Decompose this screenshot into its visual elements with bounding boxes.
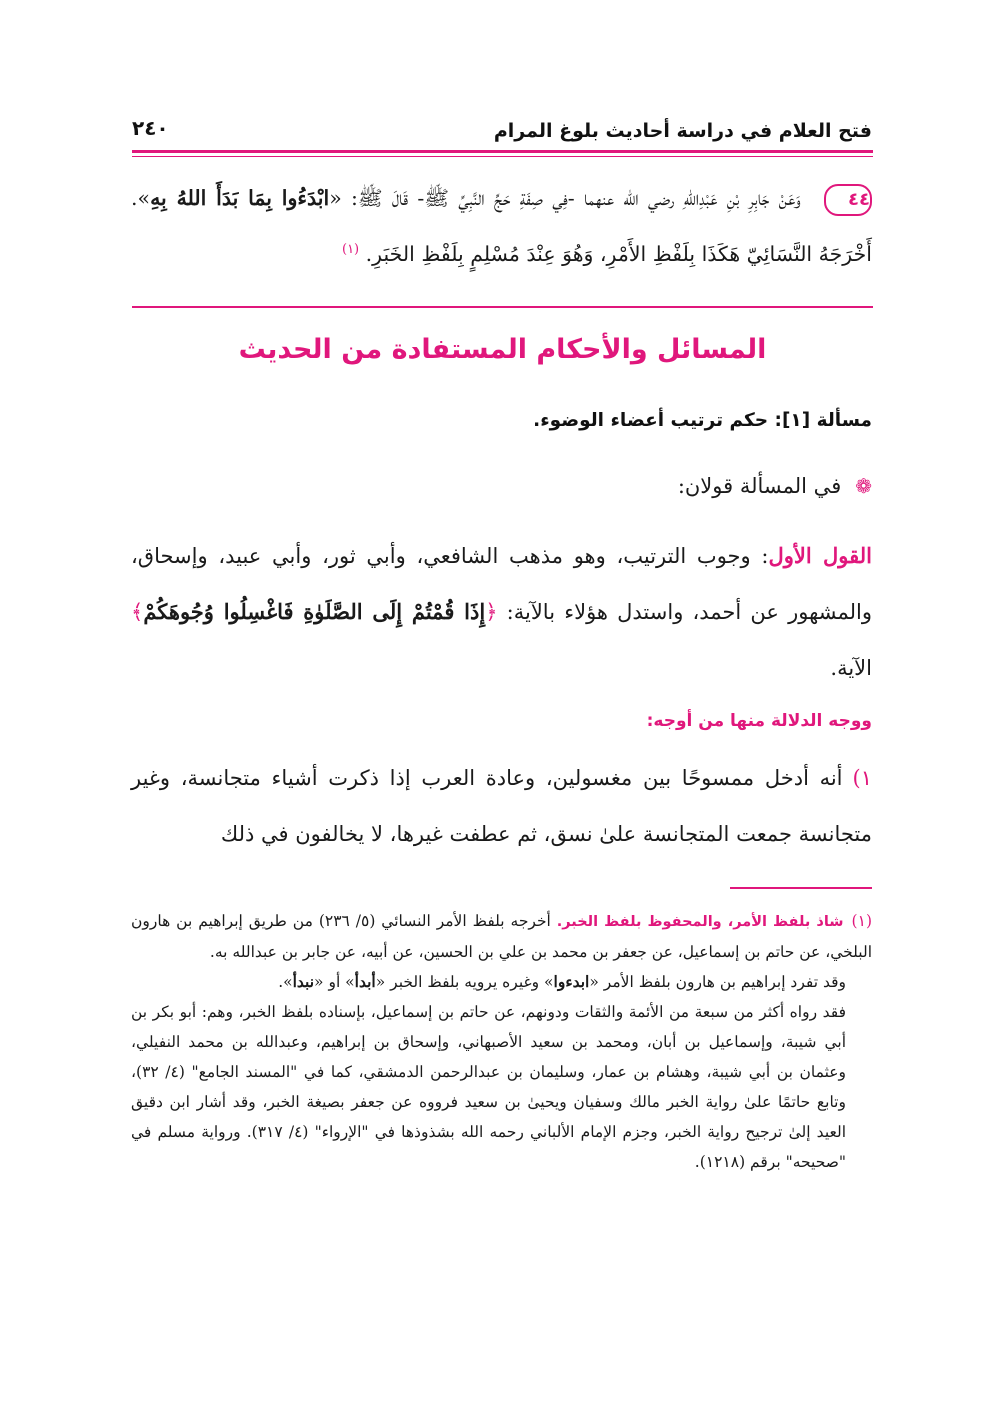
fn-bold-word: ابدءوا [553, 972, 590, 991]
footnotes [131, 906, 872, 1177]
page-number: ٢٤٠ [132, 116, 169, 140]
hadith-text-part2: ». أَخْرَجَهُ النَّسَائِيّ هَكَذَا بِلَفْظِ الأَمْرِ، وَهُوَ عِنْدَ مُسْلِمٍ بِلَفْظِ الخَبَرِ. [131, 186, 872, 266]
header-rule-thin [132, 156, 873, 157]
point-1-paragraph [131, 750, 872, 862]
evidence-subtitle: ووجه الدلالة منها من أوجه: [646, 711, 872, 731]
header-rule-thick [132, 150, 873, 153]
fn-bold-word: أبدأ [354, 972, 376, 991]
fn-bold-word: نبدأ [292, 972, 315, 991]
quran-verse: إِذَا قُمْتُمْ إِلَى الصَّلَوٰةِ فَاغْسِلُوا وُجُوهَكُمْ [143, 599, 486, 624]
footnote-1-heading: شاذ بلفظ الأمر، والمحفوظ بلفظ الخبر. [556, 914, 844, 930]
intro-line [131, 466, 872, 506]
fn-text-segment: » وغيره يرويه بلفظ الخبر « [375, 973, 554, 991]
flower-bullet-icon: ❁ [855, 474, 872, 498]
hadith-text [131, 172, 872, 280]
quran-bracket-close: ﴾ [131, 600, 144, 624]
footnote-1-text: أخرجه بلفظ الأمر النسائي (٥/ ٢٣٦) من طريق إبراهيم بن هارون البلخي، عن حاتم بن إسماعيل، عن جعفر بن محمد بن علي بن الحسين، عن أبيه، عن جابر بن عبدالله به. [131, 912, 872, 961]
fn-text-segment: ». [278, 973, 293, 991]
fn-text-segment: » أو « [314, 973, 355, 991]
point-1-text: أنه أدخل ممسوحًا بين مغسولين، وعادة العرب إذا ذكرت أشياء متجانسة، وغير متجانسة جمعت المتجانسة علىٰ نسق، ثم عطفت غيرها، لا يخالفون في ذلك [131, 766, 872, 846]
first-opinion-after: الآية. [830, 656, 872, 680]
first-opinion-label: القول الأول [768, 543, 872, 568]
footnote-1-para-3: فقد رواه أكثر من سبعة من الأئمة والثقات ودونهم، عن حاتم بن إسماعيل، بإسناده بلفظ الخبر، وهم: أبو بكر بن أبي شيبة، وإسماعيل بن أبان، ومحمد بن سعيد الأصبهاني، وإسحاق بن إبراهيم، وعبدالله بن محمد النفيلي، وعثمان بن أبي شيبة، وهشام بن عمار، وسليمان بن عبدالرحمن الدمشقي، كما في "المسند الجامع" (٤/ ٣٢)، وتابع حاتمًا علىٰ رواية الخبر مالك وسفيان ويحيىٰ بن سعيد فرووه عن جعفر بصيغة الخبر، وقد أشار ابن دقيق العيد إلىٰ ترجيح رواية الخبر، وجزم الإمام الألباني رحمه الله بشذوذها في "الإرواء" (٤/ ٣١٧). ورواية مسلم في "صحيحه" برقم (١٢١٨). [131, 1003, 847, 1171]
hadith-number-badge: ٤٤ [824, 184, 872, 216]
hadith-text-part1: وَعَنْ جَابِرِ بْنِ عَبْدِاللهِ رضي الله عنهما -فِي صِفَةِ حَجِّ النَّبِيِّ ﷺ- قَالَ ﷺ: « [329, 186, 801, 210]
footnote-reference[interactable]: (١) [341, 242, 360, 257]
first-opinion-paragraph [131, 528, 872, 696]
point-1-number: ١) [852, 766, 872, 790]
intro-text: في المسألة قولان: [677, 474, 842, 498]
hadith-prophetic-words: ابْدَءُوا بِمَا بَدَأَ اللهُ بِهِ [150, 186, 330, 210]
first-opinion-text: : وجوب الترتيب، وهو مذهب الشافعي، وأبي ثور، وأبي عبيد، وإسحاق، والمشهور عن أحمد، واستدل هؤلاء بالآية: [131, 544, 872, 624]
footnote-1-para-2 [131, 967, 872, 997]
quran-bracket-open: ﴿ [485, 600, 498, 624]
hadith-bottom-rule [132, 306, 873, 308]
section-title: المسائل والأحكام المستفادة من الحديث [238, 334, 767, 365]
footnote-1 [131, 906, 872, 967]
fn-text-segment: وقد تفرد إبراهيم بن هارون بلفظ الأمر « [589, 973, 846, 991]
issue-heading [533, 410, 872, 431]
issue-label: مسألة [١]: [774, 410, 872, 431]
footnote-1-mark: (١) [851, 912, 872, 930]
footnote-separator [730, 887, 872, 889]
issue-title: حكم ترتيب أعضاء الوضوء. [533, 410, 769, 431]
running-header-title: فتح العلام في دراسة أحاديث بلوغ المرام [493, 120, 872, 142]
